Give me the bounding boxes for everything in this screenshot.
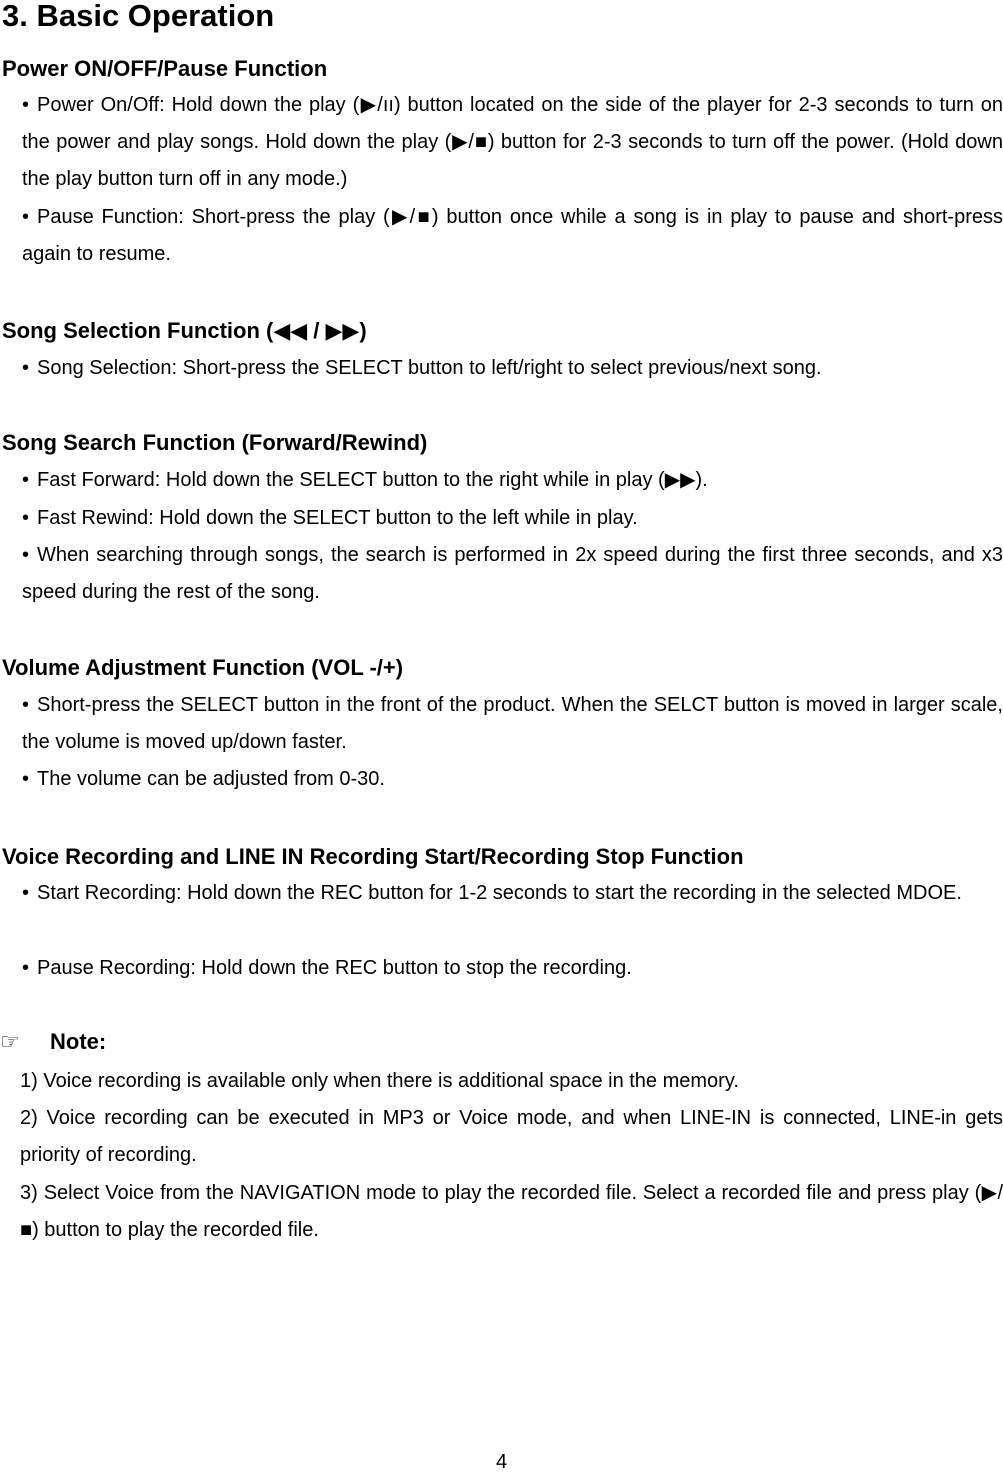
page-number: 4 bbox=[495, 1451, 508, 1473]
note-item bbox=[20, 1063, 1003, 1100]
note-heading bbox=[0, 1027, 106, 1057]
bullet-icon: • bbox=[22, 957, 30, 979]
section-heading-volume: Volume Adjustment Function (VOL -/+) bbox=[2, 655, 404, 680]
list-item bbox=[22, 875, 1003, 912]
note-item bbox=[20, 1175, 1003, 1249]
list-item-text: Pause Recording: Hold down the REC button to stop the recording. bbox=[37, 957, 632, 979]
list-item bbox=[22, 761, 1003, 798]
pointing-hand-icon: ☞ bbox=[0, 1029, 20, 1054]
section-heading-song-selection: Song Selection Function (◀◀ / ▶▶) bbox=[2, 318, 367, 343]
list-item bbox=[22, 350, 1003, 387]
list-item-text: Short-press the SELECT button in the front of the product. When the SELCT button is moved in larger scale, the volume is moved up/down faster. bbox=[22, 694, 1003, 753]
bullet-icon: • bbox=[22, 469, 30, 491]
list-item bbox=[22, 87, 1003, 198]
section-heading-power: Power ON/OFF/Pause Function bbox=[2, 56, 328, 81]
section-heading-song-search: Song Search Function (Forward/Rewind) bbox=[2, 430, 428, 455]
bullet-icon: • bbox=[22, 357, 30, 379]
list-item bbox=[22, 950, 1003, 987]
bullet-icon: • bbox=[22, 206, 30, 228]
list-item-text: Song Selection: Short-press the SELECT button to left/right to select previous/next song. bbox=[37, 357, 822, 379]
list-item-text: Power On/Off: Hold down the play (▶/ıı) button located on the side of the player for 2-3 seconds to turn on the power and play songs. Hold down the play (▶/■) button for 2-3 seconds to turn off the power. (Hold down the play button turn off in any mode.) bbox=[22, 94, 1003, 190]
bullet-icon: • bbox=[22, 94, 30, 116]
list-item bbox=[22, 199, 1003, 273]
note-item-text: 2) Voice recording can be executed in MP3 or Voice mode, and when LINE-IN is connected, LINE-in gets priority of recording. bbox=[20, 1107, 1003, 1166]
note-item bbox=[20, 1100, 1003, 1174]
section-heading-recording: Voice Recording and LINE IN Recording Start/Recording Stop Function bbox=[2, 844, 744, 869]
list-item-text: Start Recording: Hold down the REC button for 1-2 seconds to start the recording in the selected MDOE. bbox=[37, 882, 962, 904]
bullet-icon: • bbox=[22, 694, 30, 716]
page-title: 3. Basic Operation bbox=[2, 0, 275, 33]
note-heading-label: Note: bbox=[50, 1029, 107, 1054]
list-item bbox=[22, 500, 1003, 537]
list-item-text: Pause Function: Short-press the play (▶/■) button once while a song is in play to pause and short-press again to resume. bbox=[22, 206, 1003, 265]
list-item bbox=[22, 537, 1003, 611]
list-item-text: When searching through songs, the search is performed in 2x speed during the first three seconds, and x3 speed during the rest of the song. bbox=[22, 544, 1003, 603]
note-item-text: 3) Select Voice from the NAVIGATION mode to play the recorded file. Select a recorded file and press play (▶/■) button to play the recorded file. bbox=[20, 1182, 1003, 1241]
list-item-text: Fast Forward: Hold down the SELECT button to the right while in play (▶▶). bbox=[37, 469, 708, 491]
list-item bbox=[22, 462, 1003, 499]
bullet-icon: • bbox=[22, 544, 30, 566]
list-item-text: The volume can be adjusted from 0-30. bbox=[37, 768, 385, 790]
list-item-text: Fast Rewind: Hold down the SELECT button to the left while in play. bbox=[37, 507, 638, 529]
bullet-icon: • bbox=[22, 768, 30, 790]
bullet-icon: • bbox=[22, 882, 30, 904]
bullet-icon: • bbox=[22, 507, 30, 529]
list-item bbox=[22, 687, 1003, 761]
note-item-text: 1) Voice recording is available only when there is additional space in the memory. bbox=[20, 1070, 739, 1092]
